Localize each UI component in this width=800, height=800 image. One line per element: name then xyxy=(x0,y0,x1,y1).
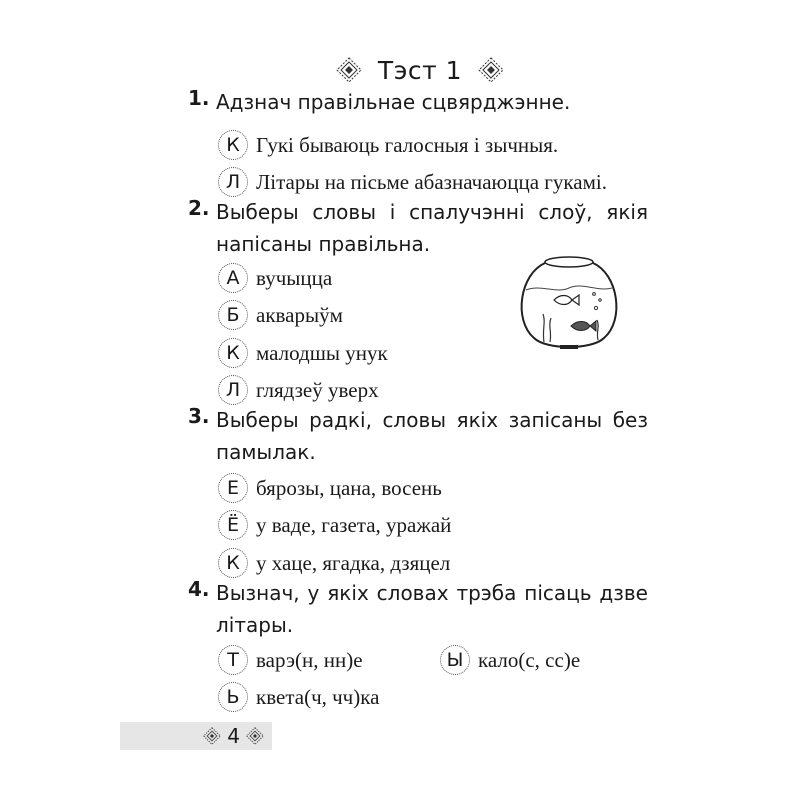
question-text: Адзнач правільнае сцвярджэнне. xyxy=(216,90,571,114)
question-number: 1. xyxy=(188,86,210,110)
question-1 xyxy=(188,86,648,120)
question-text: Выберы радкі, словы якіх запісаны без памылак. xyxy=(216,408,648,464)
answer-option[interactable] xyxy=(218,261,332,295)
answer-option[interactable] xyxy=(218,373,379,407)
answer-option[interactable] xyxy=(218,471,442,505)
question-3 xyxy=(188,404,648,470)
option-text: бярозы, цана, восень xyxy=(256,475,442,500)
option-text: у хаце, ягадка, дзяцел xyxy=(256,550,451,575)
answer-option[interactable] xyxy=(218,336,388,370)
option-letter: К xyxy=(218,130,248,160)
option-letter: Ы xyxy=(440,645,470,675)
answer-option[interactable] xyxy=(218,165,607,199)
option-text: акварыўм xyxy=(256,302,343,327)
option-text: варэ(н, нн)е xyxy=(256,647,363,672)
option-text: Літары на пісьме абазначаюцца гукамі. xyxy=(256,169,607,194)
fishbowl-illustration xyxy=(516,250,622,358)
page-title: Тэст 1 xyxy=(377,55,463,85)
option-letter: Е xyxy=(218,473,248,503)
option-text: квета(ч, чч)ка xyxy=(256,684,380,709)
question-number: 4. xyxy=(188,577,210,601)
option-letter: Л xyxy=(218,167,248,197)
answer-option[interactable] xyxy=(440,643,580,677)
page-number: 4 xyxy=(227,724,240,748)
option-text: у ваде, газета, уражай xyxy=(256,512,452,537)
option-letter: Б xyxy=(218,300,248,330)
answer-option[interactable] xyxy=(218,508,451,542)
answer-option[interactable] xyxy=(218,546,450,580)
option-letter: Л xyxy=(218,375,248,405)
option-letter: Ё xyxy=(218,510,248,540)
diamond-ornament-icon xyxy=(336,57,362,83)
option-text: глядзеў уверх xyxy=(256,377,379,402)
question-text: Выберы словы і спалучэнні слоў, якія напісаны правільна. xyxy=(216,200,648,256)
diamond-ornament-icon xyxy=(203,727,221,745)
question-number: 3. xyxy=(188,404,210,428)
option-text: кало(с, сс)е xyxy=(478,647,581,672)
option-text: Гукі бываюць галосныя і зычныя. xyxy=(256,132,559,157)
question-number: 2. xyxy=(188,196,210,220)
diamond-ornament-icon xyxy=(478,57,504,83)
answer-option[interactable] xyxy=(218,680,379,714)
option-letter: Т xyxy=(218,645,248,675)
question-4 xyxy=(188,577,648,643)
option-letter: А xyxy=(218,263,248,293)
option-letter: К xyxy=(218,548,248,578)
title-row xyxy=(330,50,510,90)
answer-option[interactable] xyxy=(218,643,363,677)
option-text: малодшы унук xyxy=(256,340,388,365)
option-letter: К xyxy=(218,338,248,368)
diamond-ornament-icon xyxy=(246,727,264,745)
answer-option[interactable] xyxy=(218,298,343,332)
question-text: Вызнач, у якіх словах трэба пісаць дзве літары. xyxy=(216,581,648,637)
page-footer xyxy=(120,722,272,750)
option-text: вучыцца xyxy=(256,265,333,290)
option-letter: Ь xyxy=(218,682,248,712)
answer-option[interactable] xyxy=(218,128,558,162)
